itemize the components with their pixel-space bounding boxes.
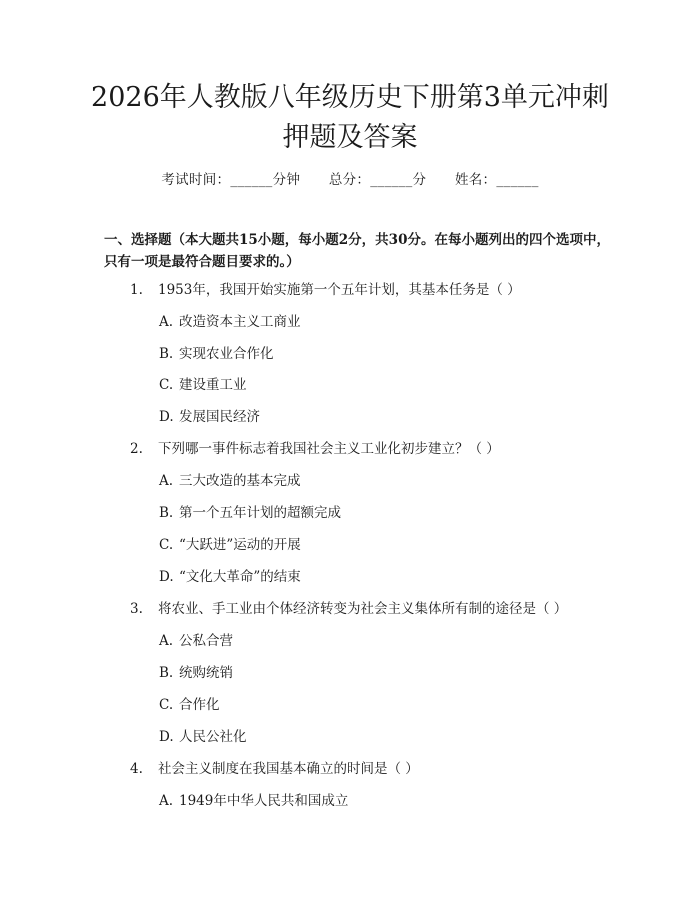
exam-time-field [161,172,300,188]
question-2 [130,440,500,458]
option-3a [159,632,233,650]
option-letter: B. [159,505,174,521]
section-heading: 一、选择题（本大题共15小题，每小题2分，共30分。在每小题列出的四个选项中，只有一项是最符合题目要求的。） [104,232,610,270]
option-3b [159,664,233,682]
option-letter: A. [159,633,174,649]
option-2b [159,504,341,522]
question-1 [130,281,521,299]
option-text: 统购统销 [179,665,233,681]
exam-time-blank: ______ [230,172,273,188]
name-label: 姓名： [454,172,497,188]
option-4a [159,792,348,810]
option-text: 三大改造的基本完成 [179,473,301,489]
total-score-unit: 分 [412,172,427,188]
question-text: 1953年，我国开始实施第一个五年计划，其基本任务是（ ） [158,282,521,298]
option-text: 1949年中华人民共和国成立 [179,793,349,809]
total-score-label: 总分： [328,172,371,188]
option-text: 实现农业合作化 [179,346,274,362]
option-letter: A. [159,793,174,809]
total-score-field [329,172,427,188]
name-blank: ______ [496,172,539,188]
document-title [60,78,640,158]
option-text: 第一个五年计划的超额完成 [179,505,341,521]
question-number: 2. [130,441,143,457]
option-letter: D. [159,729,174,745]
name-field [455,172,539,188]
title-line-1: 2026年人教版八年级历史下册第3单元冲刺 [91,82,609,113]
exam-info-row [0,168,700,188]
option-letter: A. [159,314,174,330]
option-1b [159,345,274,363]
exam-time-unit: 分钟 [272,172,301,188]
option-letter: C. [159,377,174,393]
option-3d [159,728,247,746]
option-text: 建设重工业 [179,377,247,393]
option-letter: C. [159,537,174,553]
option-letter: D. [159,409,174,425]
option-letter: C. [159,697,174,713]
question-text: 社会主义制度在我国基本确立的时间是（ ） [158,761,419,777]
option-text: 发展国民经济 [179,409,260,425]
option-2c [159,536,301,554]
option-1d [159,408,260,426]
option-letter: A. [159,473,174,489]
question-text: 下列哪一事件标志着我国社会主义工业化初步建立？（ ） [158,441,500,457]
exam-time-label: 考试时间： [161,172,231,188]
option-1a [159,313,301,331]
option-text: “文化大革命”的结束 [179,569,301,585]
option-1c [159,376,247,394]
option-letter: B. [159,665,174,681]
option-2d [159,568,301,586]
option-text: “大跃进”运动的开展 [179,537,301,553]
question-3 [130,600,567,618]
option-3c [159,696,220,714]
option-letter: D. [159,569,174,585]
question-number: 4. [130,761,143,777]
question-text: 将农业、手工业由个体经济转变为社会主义集体所有制的途径是（ ） [158,601,568,617]
option-text: 改造资本主义工商业 [179,314,301,330]
page-title [60,78,640,158]
question-4 [130,760,419,778]
option-text: 公私合营 [179,633,233,649]
question-number: 1. [130,282,143,298]
option-text: 人民公社化 [179,729,247,745]
total-score-blank: ______ [370,172,413,188]
title-line-2: 押题及答案 [282,122,418,153]
option-text: 合作化 [179,697,220,713]
option-letter: B. [159,346,174,362]
question-number: 3. [130,601,143,617]
option-2a [159,472,301,490]
